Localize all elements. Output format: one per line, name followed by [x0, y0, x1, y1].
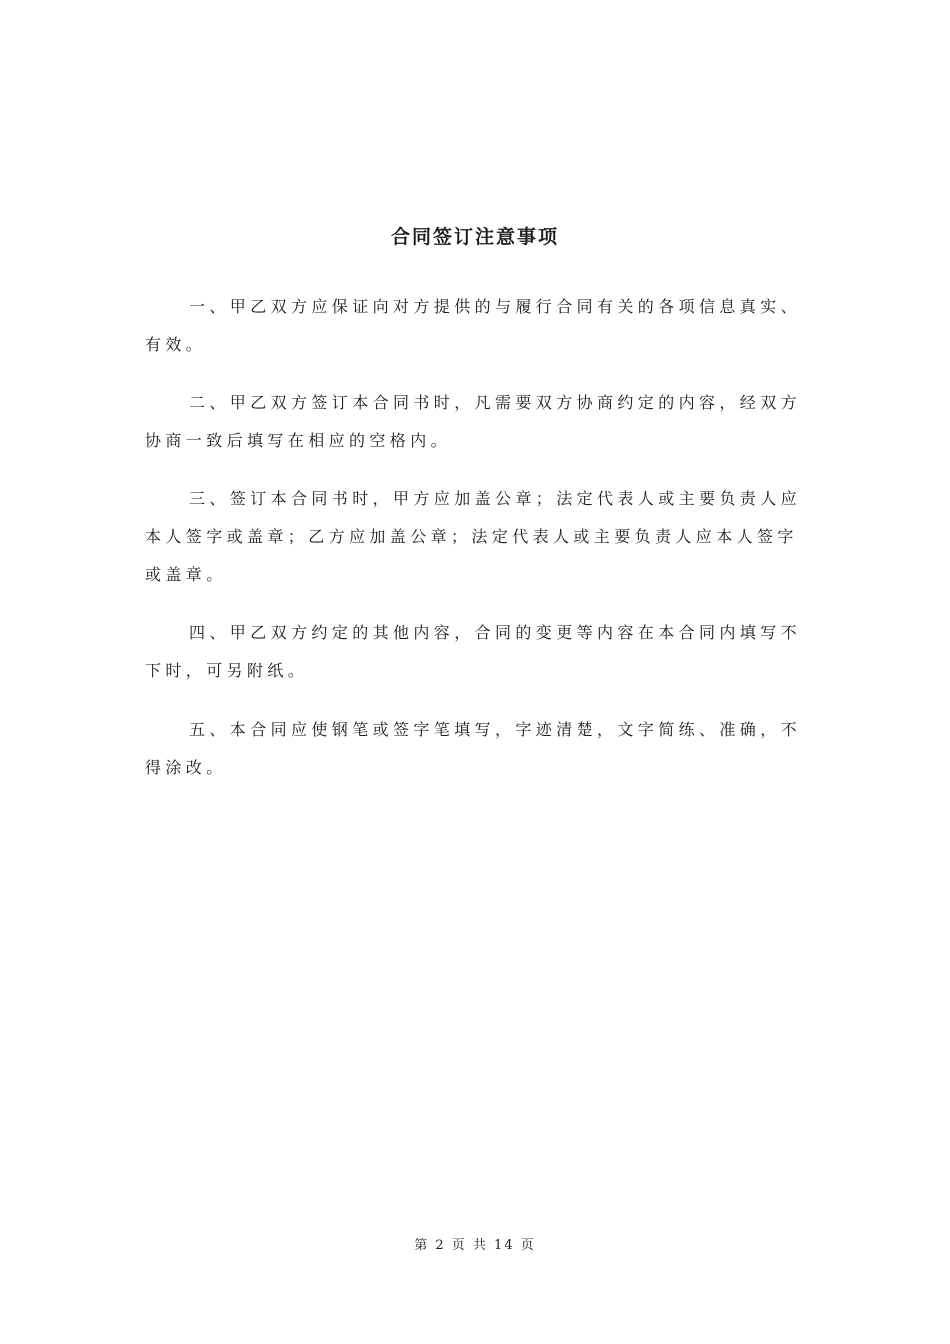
paragraph-2: 二、甲乙双方签订本合同书时，凡需要双方协商约定的内容，经双方协商一致后填写在相应的空格内。	[145, 393, 802, 450]
paragraph-1: 一、甲乙双方应保证向对方提供的与履行合同有关的各项信息真实、有效。	[145, 297, 802, 354]
paragraph-4: 四、甲乙双方约定的其他内容，合同的变更等内容在本合同内填写不下时，可另附纸。	[145, 623, 802, 680]
document-title: 合同签订注意事项	[390, 226, 559, 248]
paragraph-3: 三、签订本合同书时，甲方应加盖公章；法定代表人或主要负责人应本人签字或盖章；乙方应加盖公章；法定代表人或主要负责人应本人签字或盖章。	[145, 489, 802, 584]
page-footer: 第 2 页 共 14 页	[414, 1238, 536, 1253]
paragraph-5: 五、本合同应使钢笔或签字笔填写，字迹清楚，文字简练、准确，不得涂改。	[145, 720, 802, 777]
